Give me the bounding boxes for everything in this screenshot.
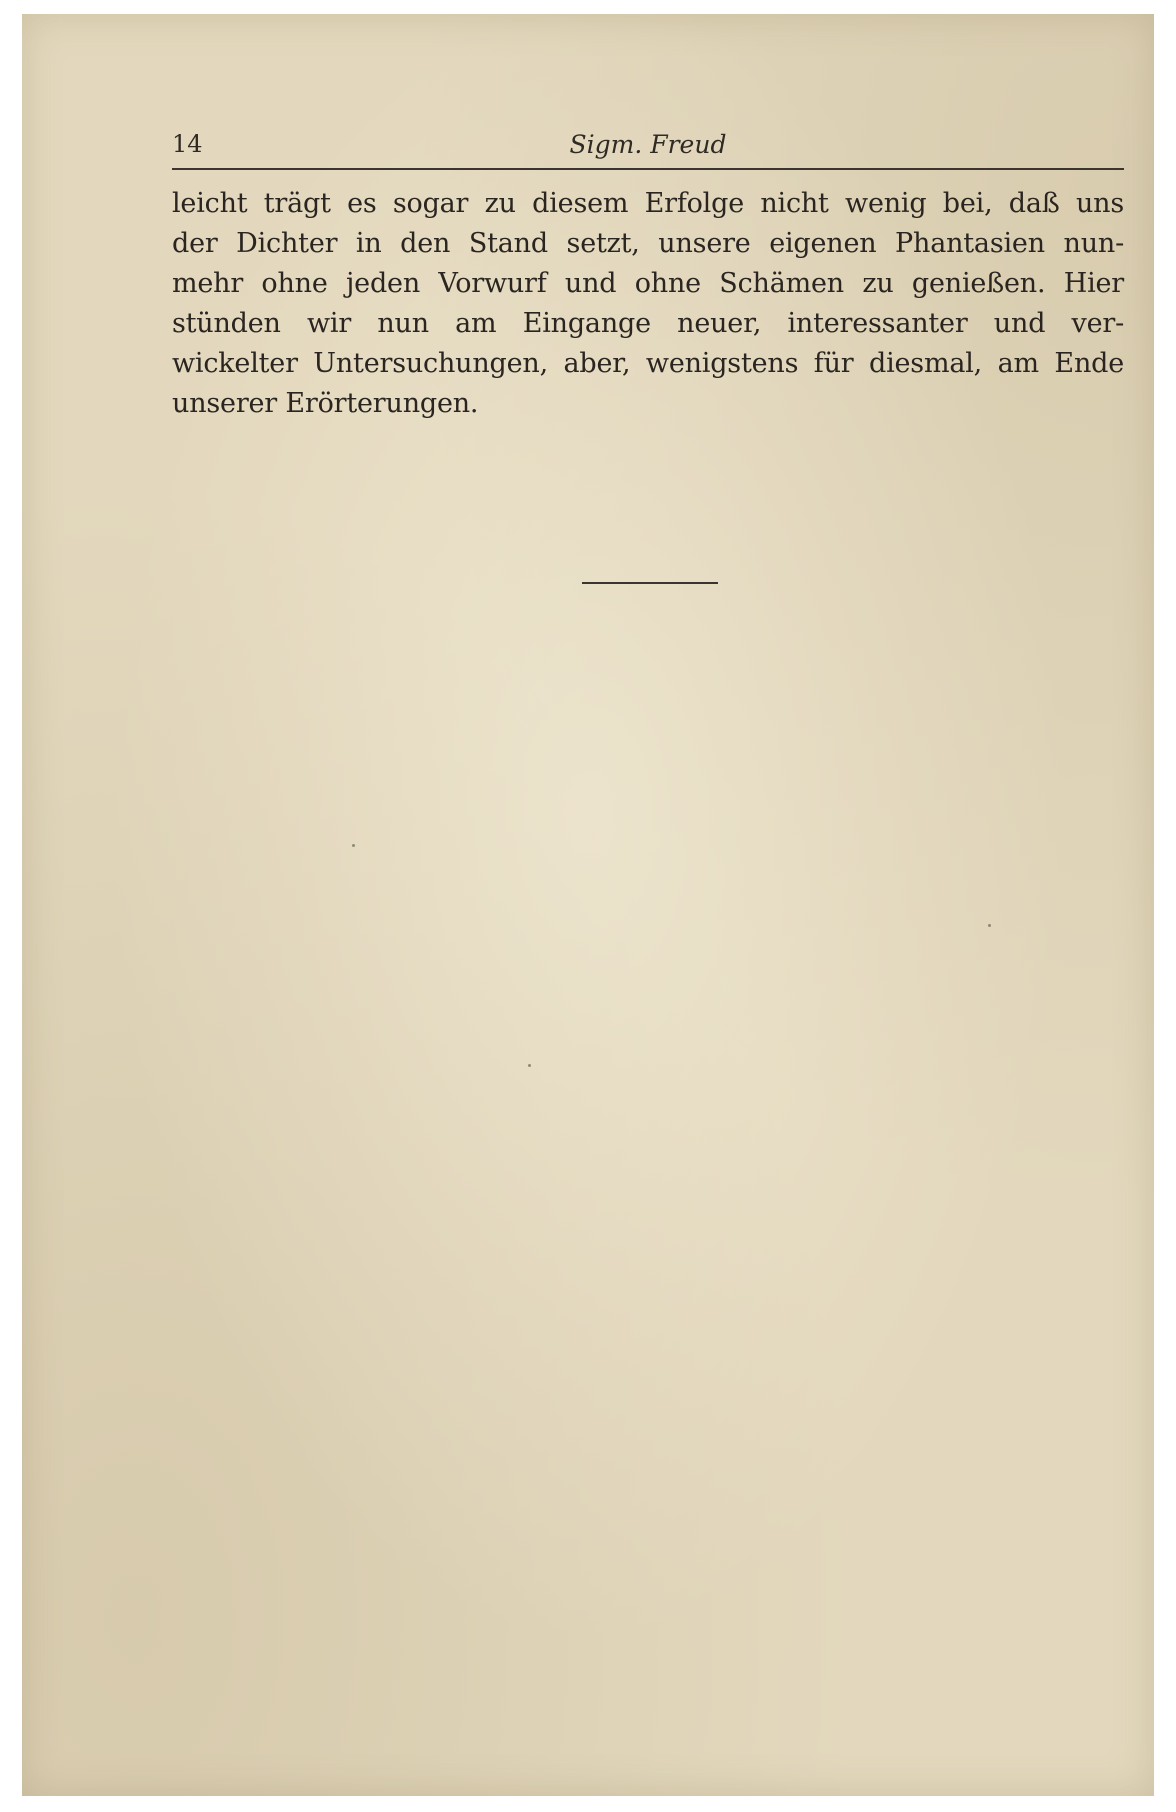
text-line: wickelter Untersuchungen, aber, wenigstens für diesmal, am Ende [172, 348, 1124, 379]
paper-speck [352, 844, 355, 847]
body-paragraph [172, 184, 1124, 424]
page-header [172, 122, 1124, 170]
text-line: leicht trägt es sogar zu diesem Erfolge nicht wenig bei, daß uns [172, 188, 1124, 219]
page-number: 14 [172, 130, 203, 158]
paper-speck [528, 1064, 531, 1067]
text-line: mehr ohne jeden Vorwurf und ohne Schämen zu genießen. Hier [172, 268, 1124, 299]
paper-speck [988, 924, 991, 927]
end-rule [582, 582, 718, 584]
text-line: unserer Erörterungen. [172, 388, 479, 419]
text-line: stünden wir nun am Eingange neuer, interessanter und ver- [172, 308, 1124, 339]
running-head: Sigm. Freud [569, 130, 727, 159]
text-line: der Dichter in den Stand setzt, unsere eigenen Phantasien nun- [172, 228, 1124, 259]
book-page [22, 14, 1154, 1796]
